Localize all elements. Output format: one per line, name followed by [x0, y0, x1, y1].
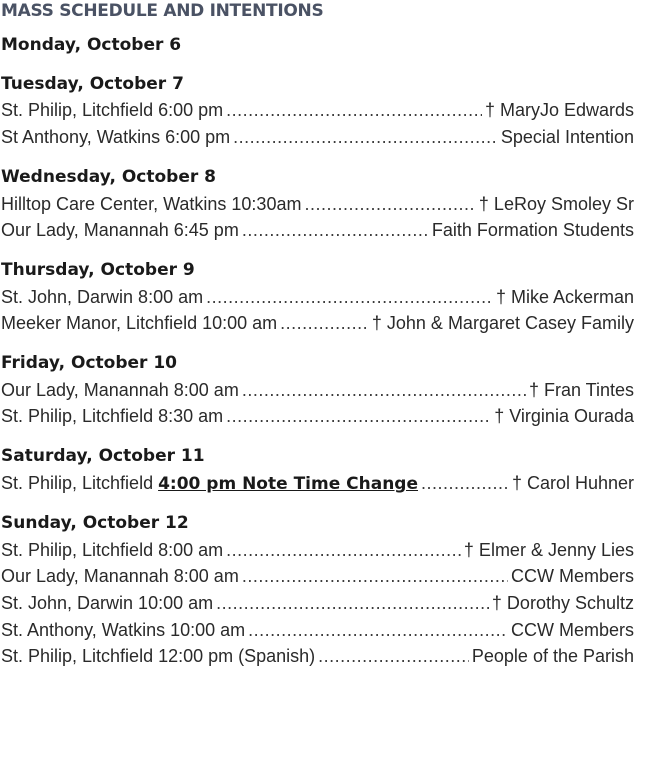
entry-intention: † John & Margaret Casey Family	[371, 313, 634, 333]
day-heading: Wednesday, October 8	[1, 167, 217, 187]
schedule-entry	[1, 540, 634, 562]
entry-location: St. Philip, Litchfield 6:00 pm	[1, 100, 224, 120]
entry-intention: † Elmer & Jenny Lies	[463, 540, 634, 560]
entry-intention: † Mike Ackerman	[495, 287, 634, 307]
entry-location: St. Philip, Litchfield 8:00 am	[1, 540, 224, 560]
dot-leader	[226, 100, 482, 121]
schedule-entry	[1, 100, 634, 122]
entry-intention: † Dorothy Schultz	[491, 593, 634, 613]
page-title: MASS SCHEDULE AND INTENTIONS	[1, 1, 324, 21]
entry-location: Our Lady, Manannah 6:45 pm	[1, 220, 239, 240]
schedule-entry	[1, 380, 634, 402]
schedule-entry	[1, 473, 634, 495]
day-heading: Thursday, October 9	[1, 260, 195, 280]
schedule-entry	[1, 566, 634, 588]
day-heading: Friday, October 10	[1, 353, 177, 373]
entry-location: Hilltop Care Center, Watkins 10:30am	[1, 194, 302, 214]
entry-location: St. John, Darwin 10:00 am	[1, 593, 214, 613]
entry-location: Meeker Manor, Litchfield 10:00 am	[1, 313, 278, 333]
dot-leader	[242, 220, 429, 241]
entry-location: St Anthony, Watkins 6:00 pm	[1, 127, 231, 147]
time-change-note: 4:00 pm Note Time Change	[158, 474, 419, 494]
schedule-entry	[1, 646, 634, 668]
dot-leader	[242, 566, 508, 587]
entry-location: St. Philip, Litchfield 8:30 am	[1, 406, 224, 426]
dot-leader	[304, 194, 475, 215]
entry-location: St. Philip, Litchfield	[1, 473, 154, 493]
entry-intention: Special Intention	[500, 127, 634, 147]
entry-intention: † Virginia Ourada	[494, 406, 634, 426]
schedule-entry	[1, 313, 634, 335]
entry-intention: Faith Formation Students	[431, 220, 634, 240]
entry-location: St. Philip, Litchfield 12:00 pm (Spanish)	[1, 646, 316, 666]
entry-intention: CCW Members	[510, 566, 634, 586]
day-heading: Monday, October 6	[1, 35, 182, 55]
dot-leader	[226, 406, 491, 427]
dot-leader	[226, 540, 461, 561]
entry-intention: People of the Parish	[471, 646, 634, 666]
entry-location: St. John, Darwin 8:00 am	[1, 287, 204, 307]
schedule-entry	[1, 194, 634, 216]
entry-intention: † MaryJo Edwards	[484, 100, 634, 120]
schedule-entry	[1, 220, 634, 242]
schedule-entry	[1, 127, 634, 149]
entry-intention: † Carol Huhner	[511, 473, 634, 493]
day-heading: Saturday, October 11	[1, 446, 205, 466]
schedule-entry	[1, 406, 634, 428]
schedule-entry	[1, 620, 634, 642]
dot-leader	[216, 593, 489, 614]
entry-location: St. Anthony, Watkins 10:00 am	[1, 620, 246, 640]
dot-leader	[206, 287, 493, 308]
day-heading: Sunday, October 12	[1, 513, 189, 533]
dot-leader	[233, 127, 498, 148]
dot-leader	[242, 380, 526, 401]
dot-leader	[318, 646, 469, 667]
entry-intention: CCW Members	[510, 620, 634, 640]
entry-location: Our Lady, Manannah 8:00 am	[1, 380, 239, 400]
entry-intention: † Fran Tintes	[528, 380, 634, 400]
dot-leader	[280, 313, 369, 334]
day-heading: Tuesday, October 7	[1, 74, 184, 94]
schedule-entry	[1, 287, 634, 309]
entry-intention: † LeRoy Smoley Sr	[478, 194, 634, 214]
dot-leader	[421, 473, 509, 494]
dot-leader	[248, 620, 508, 641]
schedule-entry	[1, 593, 634, 615]
entry-location: Our Lady, Manannah 8:00 am	[1, 566, 239, 586]
